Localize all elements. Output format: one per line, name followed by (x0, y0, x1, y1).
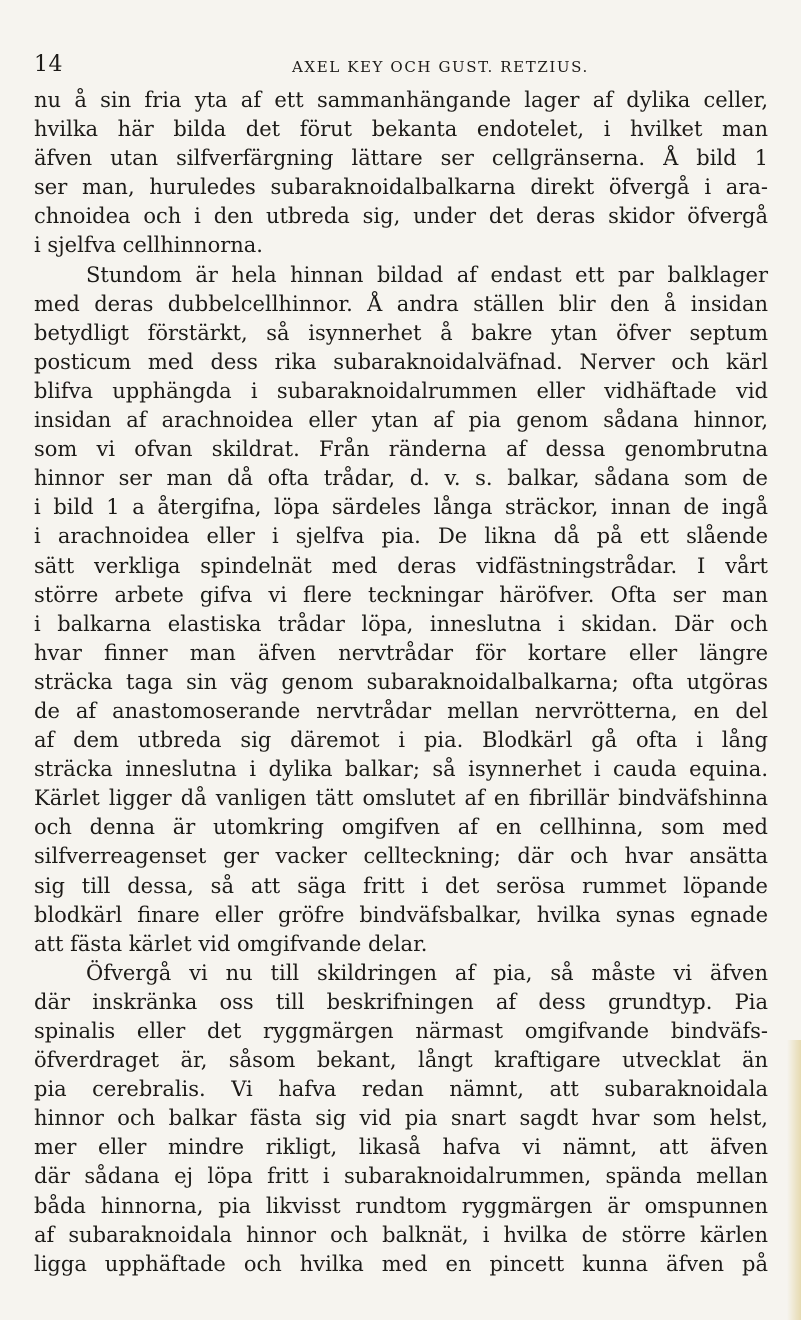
text-line: blifva upphängda i subaraknoidalrummen eller vidhäftade vid (34, 378, 768, 403)
text-line: af dem utbreda sig däremot i pia. Blodkärl gå ofta i lång (34, 728, 768, 753)
text-line: Stundom är hela hinnan bildad af endast ett par balklager (86, 262, 768, 287)
text-line: som vi ofvan skildrat. Från ränderna af dessa genombrutna (34, 437, 768, 462)
text-line: och denna är utomkring omgifven af en cellhinna, som med (34, 815, 768, 840)
text-line: större arbete gifva vi flere teckningar häröfver. Ofta ser man (34, 582, 768, 607)
text-line: de af anastomoserande nervtrådar mellan nervrötterna, en del (34, 698, 768, 723)
text-line: hinnor ser man då ofta trådar, d. v. s. balkar, sådana som de (34, 466, 768, 491)
text-line: där sådana ej löpa fritt i subaraknoidalrummen, spända mellan (34, 1164, 768, 1189)
text-line: af subaraknoidala hinnor och balknät, i hvilka de större kärlen (34, 1222, 768, 1247)
page-edge-shadow (787, 1040, 801, 1320)
text-line: i sjelfva cellhinnorna. (34, 233, 263, 258)
text-line: Kärlet ligger då vanligen tätt omslutet af en fibrillär bindväfshinna (34, 786, 768, 811)
text-line: hvilka här bilda det förut bekanta endotelet, i hvilket man (34, 117, 768, 142)
text-line: hinnor och balkar fästa sig vid pia snart sagdt hvar som helst, (34, 1106, 768, 1131)
text-line: silfverreagenset ger vacker cellteckning; där och hvar ansätta (34, 844, 768, 869)
page-header (0, 52, 801, 82)
text-line: med deras dubbelcellhinnor. Å andra ställen blir den å insidan (34, 291, 768, 316)
text-line: spinalis eller det ryggmärgen närmast omgifvande bindväfs- (34, 1019, 768, 1043)
text-line: i arachnoidea eller i sjelfva pia. De likna då på ett slående (34, 524, 768, 549)
text-line: blodkärl finare eller gröfre bindväfsbalkar, hvilka synas egnade (34, 902, 768, 927)
text-line: att fästa kärlet vid omgifvande delar. (34, 931, 428, 956)
text-line: insidan af arachnoidea eller ytan af pia genom sådana hinnor, (34, 408, 768, 433)
text-line: mer eller mindre rikligt, likaså hafva vi nämnt, att äfven (34, 1135, 768, 1160)
text-line: i balkarna elastiska trådar löpa, inneslutna i skidan. Där och (34, 611, 768, 636)
text-line: äfven utan silfverfärgning lättare ser cellgränserna. Å bild 1 (34, 146, 768, 171)
text-line: Öfvergå vi nu till skildringen af pia, så måste vi äfven (86, 960, 768, 985)
text-line: båda hinnorna, pia likvisst rundtom ryggmärgen är omspunnen (34, 1193, 768, 1218)
text-line: ligga upphäftade och hvilka med en pincett kunna äfven på (34, 1251, 768, 1276)
text-line: ser man, huruledes subaraknoidalbalkarna direkt öfvergå i ara- (34, 175, 768, 200)
text-line: hvar finner man äfven nervtrådar för kortare eller längre (34, 640, 768, 665)
text-line: i bild 1 a återgifna, löpa särdeles långa sträckor, innan de ingå (34, 495, 768, 520)
text-line: pia cerebralis. Vi hafva redan nämnt, att subaraknoidala (34, 1077, 768, 1102)
running-head: AXEL KEY OCH GUST. RETZIUS. (292, 58, 589, 76)
text-line: öfverdraget är, såsom bekant, långt kraftigare utvecklat än (34, 1048, 768, 1073)
page-number: 14 (34, 52, 63, 77)
text-line: sträcka taga sin väg genom subaraknoidalbalkarna; ofta utgöras (34, 669, 768, 694)
text-line: sig till dessa, så att säga fritt i det serösa rummet löpande (34, 873, 768, 898)
body-text (34, 86, 768, 1279)
text-line: nu å sin fria yta af ett sammanhängande lager af dylika celler, (34, 88, 768, 112)
text-line: sträcka inneslutna i dylika balkar; så isynnerhet i cauda equina. (34, 757, 768, 782)
text-line: betydligt förstärkt, så isynnerhet å bakre ytan öfver septum (34, 320, 768, 345)
text-line: sätt verkliga spindelnät med deras vidfästningstrådar. I vårt (34, 553, 768, 578)
text-line: chnoidea och i den utbreda sig, under det deras skidor öfvergå (34, 204, 768, 229)
text-line: posticum med dess rika subaraknoidalväfnad. Nerver och kärl (34, 349, 768, 374)
text-line: där inskränka oss till beskrifningen af dess grundtyp. Pia (34, 989, 768, 1014)
